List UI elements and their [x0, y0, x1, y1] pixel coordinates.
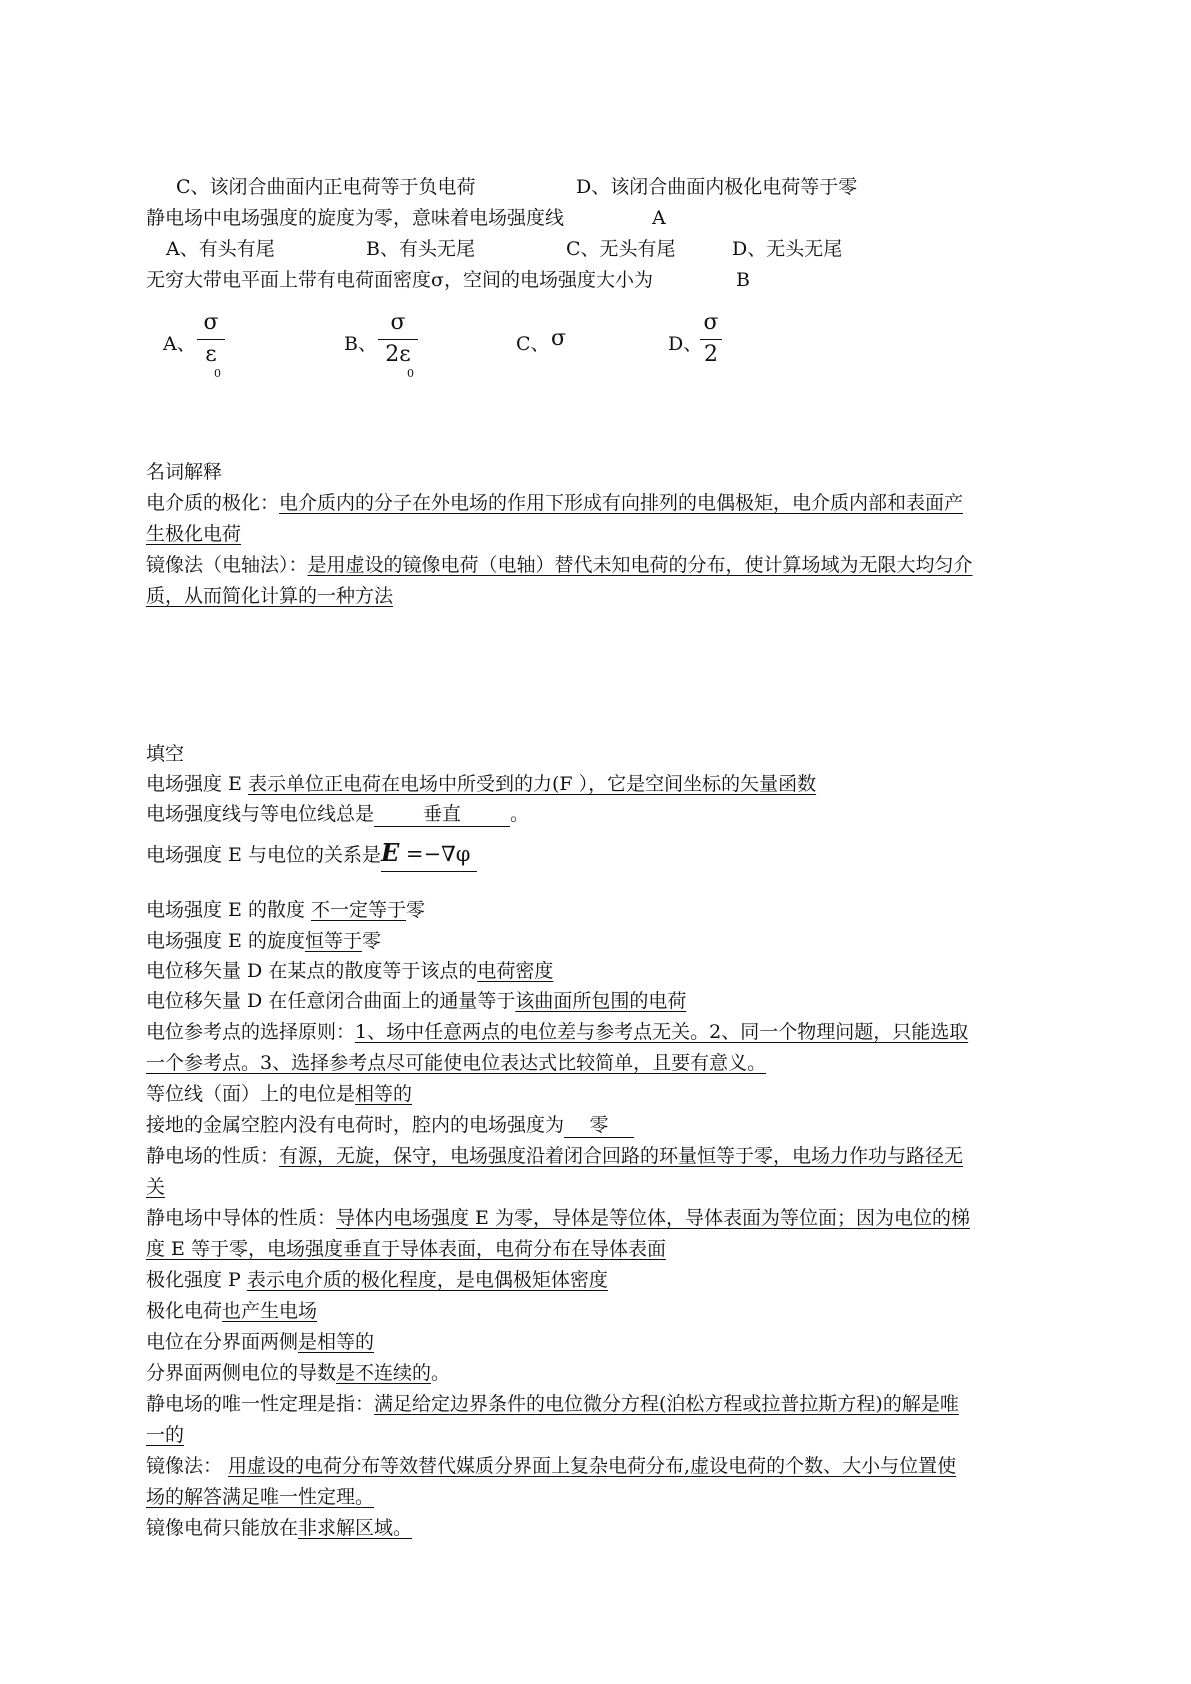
option-a-label: A、: [163, 333, 196, 355]
term-image-method: [146, 550, 1066, 580]
answer: 零: [564, 1113, 634, 1138]
answer: 表示单位正电荷在电场中所受到的力(F ），它是空间坐标的矢量函数: [247, 773, 817, 795]
prompt: 等位线（面）上的电位是: [146, 1083, 356, 1105]
option-b: B、有头无尾: [366, 238, 475, 260]
fill-item: [146, 1327, 1066, 1357]
option-c: C、该闭合曲面内正电荷等于负电荷: [176, 176, 476, 198]
subscript: 0: [214, 367, 221, 380]
denominator: ε: [205, 342, 217, 367]
prompt: 电位移矢量 D 在任意闭合曲面上的通量等于: [146, 990, 516, 1012]
prompt: 镜像电荷只能放在: [146, 1517, 299, 1539]
answer: 表示电介质的极化程度，是电偶极矩体密度: [246, 1269, 608, 1291]
formula-rest: =−∇φ: [399, 842, 471, 866]
answer-tail: 零: [361, 930, 381, 952]
prompt: 分界面两侧电位的导数: [146, 1362, 337, 1384]
numerator: σ: [390, 310, 406, 335]
prompt: 电位参考点的选择原则：: [146, 1021, 356, 1043]
fraction-bar: [197, 339, 225, 340]
fill-item: [146, 986, 1066, 1016]
fill-item-cont: [146, 1420, 1066, 1450]
answer: 导体内电场强度 E 为零，导体是等位体，导体表面为等位面；因为电位的梯: [336, 1207, 970, 1229]
prompt: 镜像法：: [146, 1455, 229, 1477]
fill-item: [146, 1265, 1066, 1295]
term-polarization: [146, 488, 1066, 518]
term-polarization-cont: [146, 519, 1066, 549]
option-c-formula: σ: [551, 326, 567, 351]
fill-item: [146, 1513, 1066, 1543]
option-d: D、无头无尾: [732, 238, 843, 260]
prompt: 静电场的性质：: [146, 1145, 280, 1167]
fill-item: [146, 769, 1066, 799]
fill-item: [146, 799, 1066, 829]
answer: 垂直: [374, 802, 510, 827]
prompt: 极化强度 P: [146, 1269, 247, 1291]
answer-letter: B: [736, 269, 750, 291]
term-definition: 质，从而简化计算的一种方法: [146, 585, 394, 607]
term-label: 电介质的极化：: [146, 492, 280, 514]
answer: 电荷密度: [477, 960, 554, 982]
fill-item: [146, 1358, 1066, 1388]
denominator: 2: [704, 342, 718, 367]
answer: 一个参考点。3、选择参考点尽可能使电位表达式比较简单，且要有意义。: [146, 1052, 767, 1074]
section-heading-fill: 填空: [146, 743, 185, 765]
prompt: 电场强度线与等电位线总是: [146, 803, 375, 825]
prev-question-options: [176, 172, 1096, 202]
option-a: A、有头有尾: [166, 238, 275, 260]
term-definition: 是用虚设的镜像电荷（电轴）替代未知电荷的分布，使计算场域为无限大均匀介: [307, 554, 973, 576]
answer-formula: [381, 837, 477, 872]
fill-item: [146, 895, 1066, 925]
punctuation: 。: [510, 803, 530, 825]
fill-item: [146, 836, 1066, 874]
answer: 相等的: [355, 1083, 413, 1105]
term-label: 镜像法（电轴法）：: [146, 554, 308, 576]
answer: 该曲面所包围的电荷: [515, 990, 687, 1012]
answer: 1、场中任意两点的电位差与参考点无关。2、同一个物理问题，只能选取: [355, 1021, 969, 1043]
option-b-label: B、: [344, 333, 377, 355]
fill-item: [146, 1017, 1066, 1047]
answer: 一的: [146, 1424, 185, 1446]
prompt: 接地的金属空腔内没有电荷时，腔内的电场强度为: [146, 1114, 565, 1136]
fill-item-cont: [146, 1048, 1066, 1078]
question-text: 无穷大带电平面上带有电荷面密度σ，空间的电场强度大小为: [146, 269, 653, 291]
term-image-method-cont: [146, 581, 1066, 611]
option-d-formula: [700, 310, 722, 368]
prompt: 电场强度 E 与电位的关系是: [146, 844, 381, 866]
fill-item: [146, 1110, 1066, 1140]
numerator: σ: [703, 310, 719, 335]
prompt: 电场强度 E: [146, 773, 248, 795]
option-c-label: C、: [516, 333, 550, 355]
prompt: 电位在分界面两侧: [146, 1331, 299, 1353]
answer-tail: 零: [406, 899, 426, 921]
term-definition: 电介质内的分子在外电场的作用下形成有向排列的电偶极矩，电介质内部和表面产: [279, 492, 964, 514]
answer: 场的解答满足唯一性定理。: [146, 1486, 375, 1508]
prompt: 电场强度 E 的散度: [146, 899, 311, 921]
answer: 也产生电场: [222, 1300, 318, 1322]
answer: 是不连续的: [336, 1362, 432, 1384]
fill-item: [146, 1203, 1066, 1233]
option-d: D、该闭合曲面内极化电荷等于零: [576, 176, 858, 198]
prompt: 极化电荷: [146, 1300, 223, 1322]
answer: 恒等于: [304, 930, 362, 952]
answer: 度 E 等于零，电场强度垂直于导体表面，电荷分布在导体表面: [146, 1238, 666, 1260]
fill-item: [146, 1079, 1066, 1109]
fill-item: [146, 1451, 1066, 1481]
vector-e: E: [380, 838, 400, 867]
fill-item: [146, 1296, 1066, 1326]
section-heading-terms: 名词解释: [146, 461, 223, 483]
answer: 用虚设的电荷分布等效替代媒质分界面上复杂电荷分布,虚设电荷的个数、大小与位置使: [228, 1455, 957, 1477]
prompt: 静电场的唯一性定理是指：: [146, 1393, 375, 1415]
answer: 有源，无旋，保守，电场强度沿着闭合回路的环量恒等于零，电场力作功与路径无: [279, 1145, 964, 1167]
option-d-label: D、: [668, 333, 703, 355]
fill-item: [146, 1141, 1066, 1171]
fill-item: [146, 956, 1066, 986]
prompt: 静电场中导体的性质：: [146, 1207, 337, 1229]
answer-letter: A: [652, 207, 666, 229]
term-definition: 生极化电荷: [146, 523, 242, 545]
subscript: 0: [407, 367, 414, 380]
question-curl-stem: [146, 203, 1066, 233]
fraction-bar: [378, 339, 418, 340]
answer: 关: [146, 1176, 166, 1198]
question-curl-options: [166, 234, 1086, 264]
fill-item-cont: [146, 1482, 1066, 1512]
answer: 满足给定边界条件的电位微分方程(泊松方程或拉普拉斯方程)的解是唯: [374, 1393, 959, 1415]
option-a-formula: [197, 310, 225, 368]
fill-item: [146, 1389, 1066, 1419]
answer: 不一定等于: [311, 899, 407, 921]
answer: 非求解区域。: [298, 1517, 413, 1539]
punctuation: 。: [431, 1362, 451, 1384]
option-b-formula: [378, 310, 418, 368]
fill-item-cont: [146, 1234, 1066, 1264]
prompt: 电场强度 E 的旋度: [146, 930, 305, 952]
numerator: σ: [203, 310, 219, 335]
question-text: 静电场中电场强度的旋度为零，意味着电场强度线: [146, 207, 565, 229]
denominator: 2ε: [385, 342, 411, 367]
prompt: 电位移矢量 D 在某点的散度等于该点的: [146, 960, 478, 982]
fill-item-cont: [146, 1172, 1066, 1202]
answer: 是相等的: [298, 1331, 375, 1353]
fraction-bar: [700, 339, 722, 340]
fill-item: [146, 926, 1066, 956]
question-plane-field-stem: [146, 265, 1066, 295]
option-c: C、无头有尾: [566, 238, 676, 260]
